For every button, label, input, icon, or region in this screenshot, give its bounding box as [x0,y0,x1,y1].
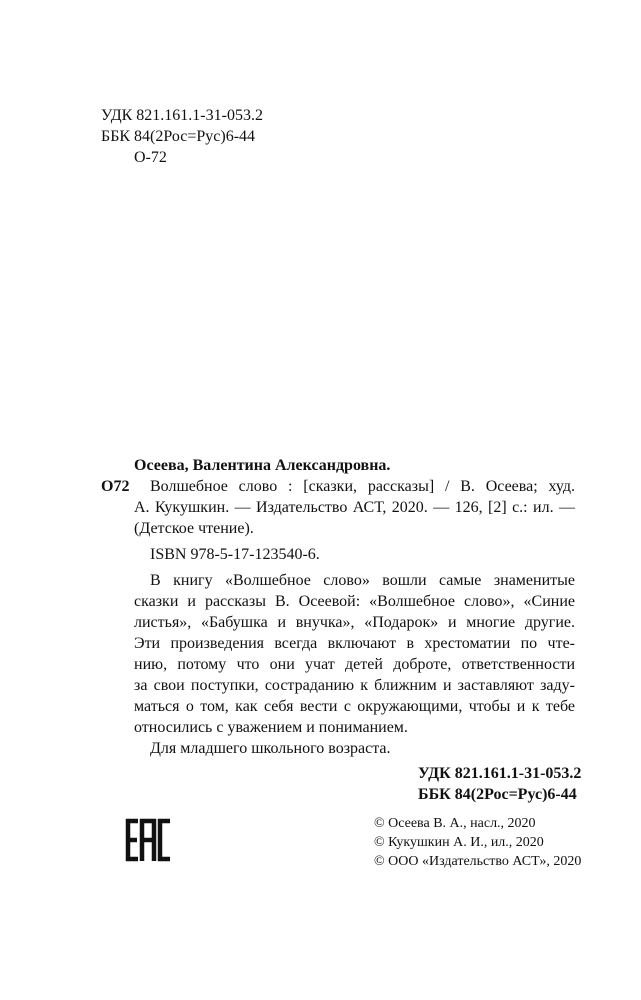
annotation-line: маться о том, как себя вести с окружающими, чтобы и к тебе [134,698,575,715]
header-bbk: ББК 84(2Рос=Рус)6-44 [101,128,256,145]
annotation-line: относились с уважением и пониманием. [134,719,408,736]
entry-author-mark: О72 [101,478,130,495]
annotation-line: нию, потому что они учат детей доброте, ответственности [134,656,575,673]
entry-description-line: Волшебное слово : [сказки, рассказы] / В. Осеева; худ. [150,478,575,495]
annotation-line: за свои поступки, состраданию к ближним и заставляют заду- [134,677,575,694]
classification-udk: УДК 821.161.1-31-053.2 [418,765,582,782]
header-udk: УДК 821.161.1-31-053.2 [101,107,263,124]
annotation-age: Для младшего школьного возраста. [150,740,391,757]
classification-bbk: ББК 84(2Рос=Рус)6-44 [418,786,577,803]
header-code: О-72 [134,149,167,166]
entry-description-line: А. Кукушкин. — Издательство АСТ, 2020. — 126, [2] с.: ил. — [134,499,575,516]
copyright-line: © Кукушкин А. И., ил., 2020 [374,835,544,850]
annotation-line: Эти произведения всегда включают в хрестоматии по чте- [134,635,575,652]
entry-author: Осеева, Валентина Александровна. [134,457,391,474]
entry-description-line: (Детское чтение). [134,520,254,537]
annotation-line: листья», «Бабушка и внучка», «Подарок» и многие другие. [134,614,575,631]
entry-isbn: ISBN 978-5-17-123540-6. [150,546,320,563]
annotation-line: В книгу «Волшебное слово» вошли самые знаменитые [150,572,575,589]
copyright-line: © ООО «Издательство АСТ», 2020 [374,854,582,869]
copyright-line: © Осеева В. А., насл., 2020 [374,816,536,831]
eac-logo-icon [125,817,175,863]
annotation-line: сказки и рассказы В. Осеевой: «Волшебное слово», «Синие [134,593,575,610]
